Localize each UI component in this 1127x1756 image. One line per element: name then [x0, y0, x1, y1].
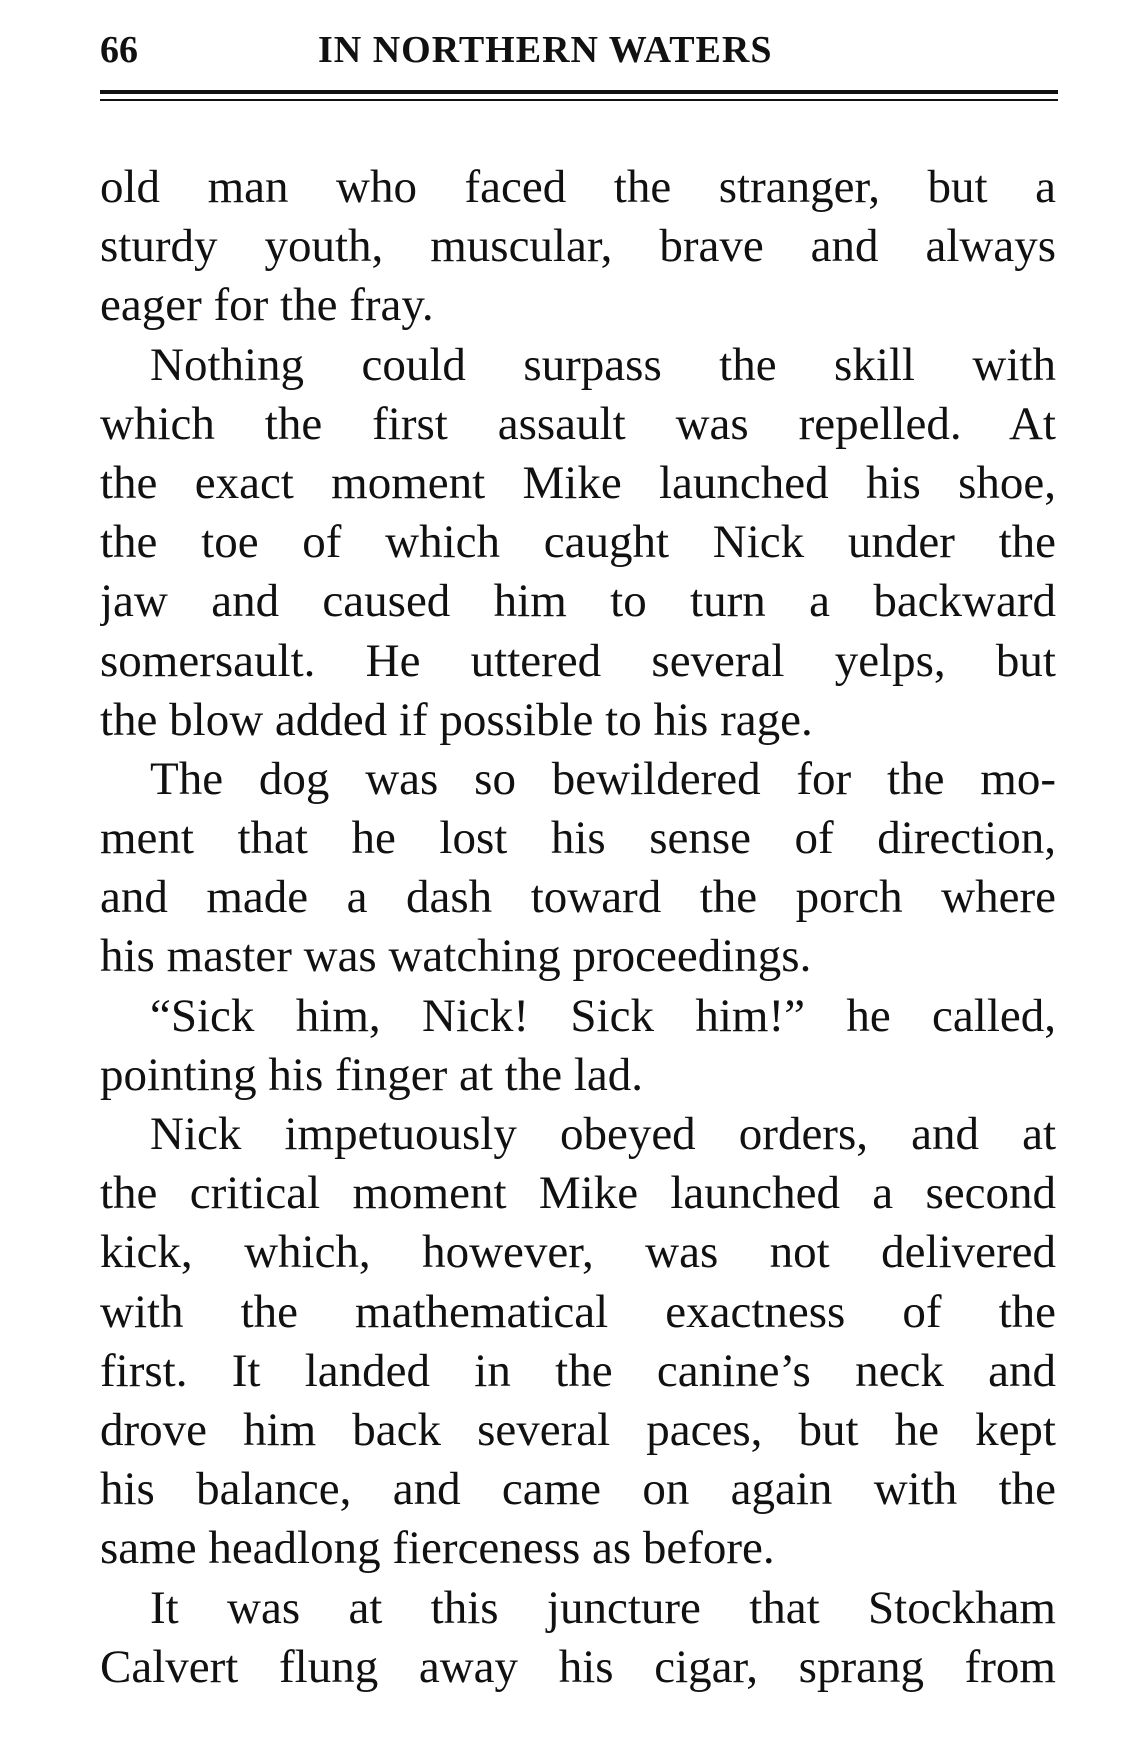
- running-title: IN NORTHERN WATERS: [318, 29, 773, 71]
- text-line: sturdy youth, muscular, brave and always: [100, 220, 1056, 273]
- text-line: jaw and caused him to turn a backward: [100, 575, 1056, 628]
- text-line: old man who faced the stranger, but a: [100, 161, 1056, 213]
- body-text: [100, 158, 1056, 1697]
- page-number: 66: [100, 29, 138, 71]
- text-line: “Sick him, Nick! Sick him!” he called,: [150, 989, 1056, 1042]
- running-header: [100, 24, 1046, 74]
- text-line: ment that he lost his sense of direction,: [100, 812, 1056, 865]
- header-rule-thick: [100, 90, 1058, 94]
- text-line: his master was watching proceedings.: [100, 930, 812, 983]
- text-line: eager for the fray.: [100, 279, 434, 332]
- text-line: pointing his finger at the lad.: [100, 1048, 644, 1101]
- text-line: It was at this juncture that Stockham: [150, 1581, 1056, 1634]
- text-line: Calvert flung away his cigar, sprang from: [100, 1640, 1056, 1693]
- text-line: drove him back several paces, but he kept: [100, 1403, 1056, 1456]
- text-line: and made a dash toward the porch where: [100, 871, 1056, 924]
- text-line: The dog was so bewildered for the mo-: [150, 752, 1056, 805]
- header-rule-thin: [100, 99, 1058, 101]
- text-line: the toe of which caught Nick under the: [100, 516, 1056, 569]
- text-line: his balance, and came on again with the: [100, 1463, 1056, 1516]
- text-line: the exact moment Mike launched his shoe,: [100, 456, 1056, 509]
- text-line: Nick impetuously obeyed orders, and at: [150, 1108, 1056, 1160]
- text-line: which the first assault was repelled. At: [100, 397, 1056, 450]
- text-line: with the mathematical exactness of the: [100, 1285, 1056, 1338]
- text-line: Nothing could surpass the skill with: [150, 338, 1056, 391]
- text-line: the blow added if possible to his rage.: [100, 693, 813, 746]
- text-line: first. It landed in the canine’s neck and: [100, 1344, 1056, 1397]
- text-line: the critical moment Mike launched a second: [100, 1167, 1056, 1220]
- text-line: same headlong fierceness as before.: [100, 1522, 775, 1575]
- text-line: kick, which, however, was not delivered: [100, 1226, 1056, 1279]
- text-line: somersault. He uttered several yelps, but: [100, 634, 1056, 687]
